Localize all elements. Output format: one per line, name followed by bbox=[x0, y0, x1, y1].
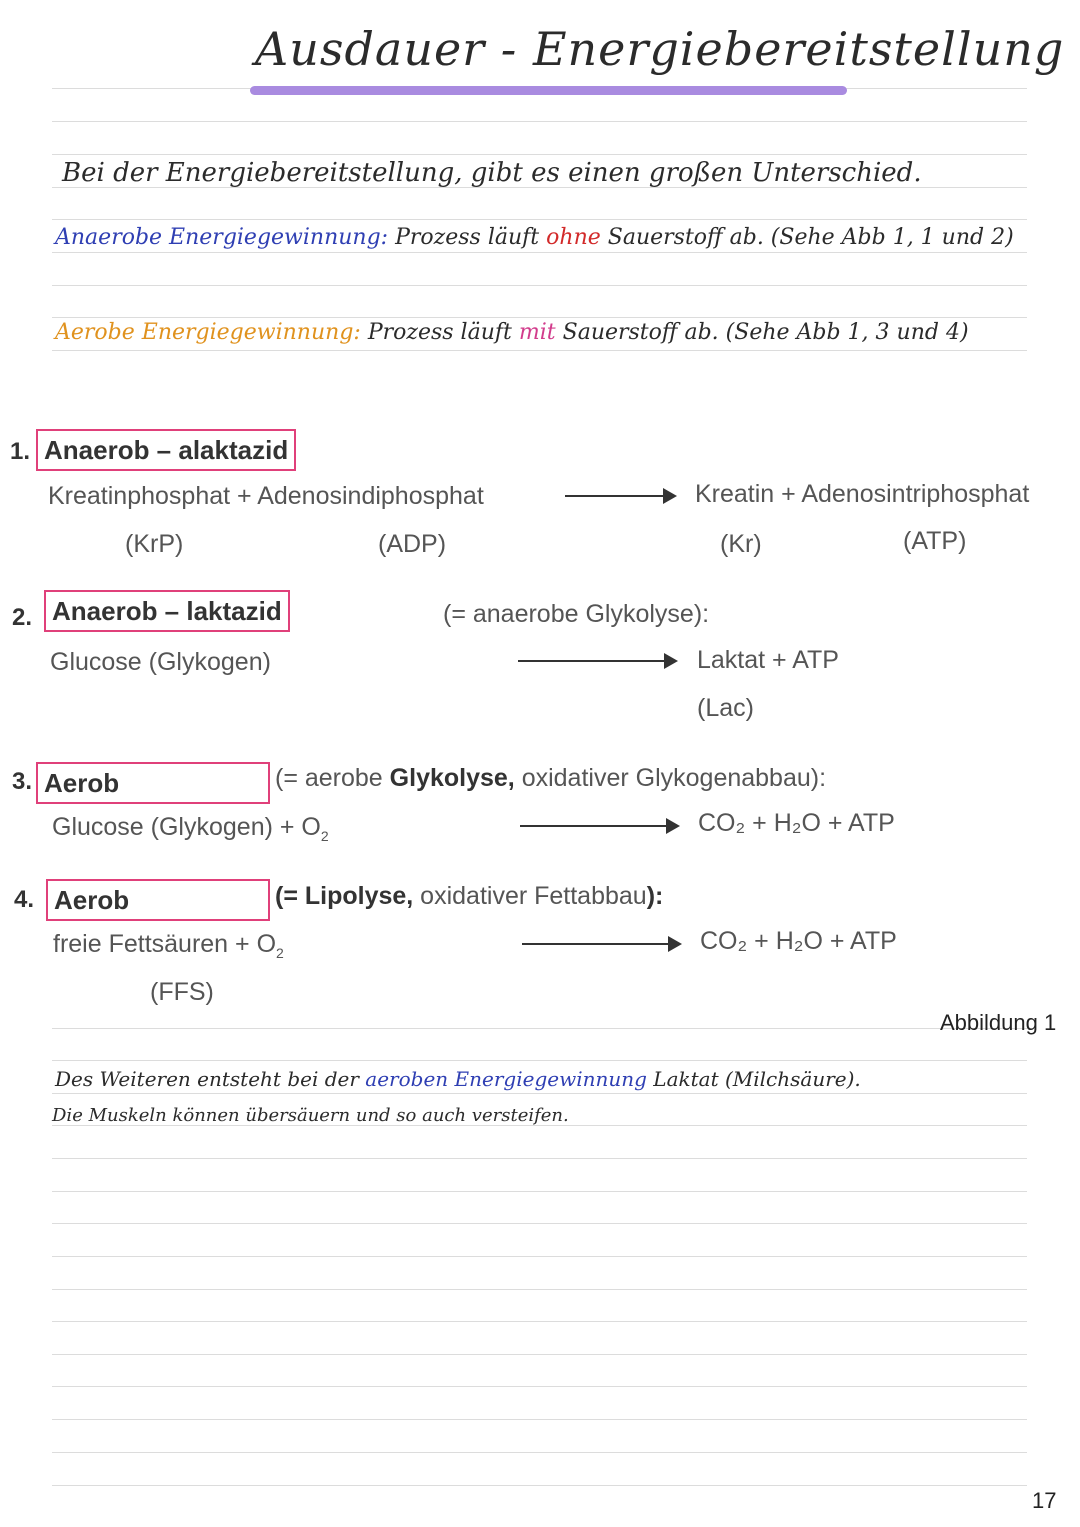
ruled-line bbox=[52, 1256, 1027, 1257]
item-box: Anaerob – alaktazid bbox=[36, 429, 296, 471]
anaerob-note bbox=[55, 225, 1014, 250]
note-bold: ): bbox=[646, 882, 664, 910]
ruled-line bbox=[52, 1485, 1027, 1486]
reaction-left-text: freie Fettsäuren + O bbox=[53, 930, 277, 958]
item-note: (= anaerobe Glykolyse): bbox=[443, 600, 710, 628]
footer-note-line-2: Die Muskeln können übersäuern und so auch versteifen. bbox=[52, 1105, 569, 1126]
reaction-arrow bbox=[565, 495, 675, 497]
abbreviation: (ADP) bbox=[378, 530, 447, 558]
reaction-arrow bbox=[520, 825, 678, 827]
note-bold: (= Lipolyse, bbox=[275, 882, 414, 910]
ruled-line bbox=[52, 1093, 1027, 1094]
subscript: 2 bbox=[320, 828, 329, 844]
ruled-line bbox=[52, 1060, 1027, 1061]
reaction-left bbox=[53, 930, 284, 961]
ruled-line bbox=[52, 219, 1027, 220]
figure-caption: Abbildung 1 bbox=[940, 1010, 1057, 1035]
page-number: 17 bbox=[1032, 1488, 1057, 1513]
reaction-right: Kreatin + Adenosintriphosphat bbox=[695, 480, 1030, 508]
aeroben-highlight: aeroben bbox=[365, 1067, 449, 1091]
note-part: oxidativer Fettabbau bbox=[413, 882, 647, 910]
ruled-line bbox=[52, 1223, 1027, 1224]
reaction-arrow bbox=[522, 943, 680, 945]
ruled-line bbox=[52, 317, 1027, 318]
abbreviation: (Lac) bbox=[697, 694, 754, 722]
reaction-right: Laktat + ATP bbox=[697, 646, 839, 674]
anaerob-text-2: Sauerstoff ab. (Sehe Abb 1, 1 und 2) bbox=[607, 225, 1014, 250]
title-highlight bbox=[250, 86, 847, 95]
ruled-line bbox=[52, 1289, 1027, 1290]
item-box: Aerob bbox=[36, 762, 270, 804]
reaction-right: CO₂ + H₂O + ATP bbox=[698, 809, 895, 837]
reaction-right: CO₂ + H₂O + ATP bbox=[700, 927, 897, 955]
ruled-line bbox=[52, 1191, 1027, 1192]
intro-note: Bei der Energiebereitstellung, gibt es einen großen Unterschied. bbox=[62, 158, 922, 188]
footer-note-line-1 bbox=[55, 1067, 861, 1091]
ruled-line bbox=[52, 1028, 1027, 1029]
item-box: Anaerob – laktazid bbox=[44, 590, 290, 632]
footer-text: Des Weiteren entsteht bei der bbox=[55, 1067, 359, 1091]
ruled-line bbox=[52, 1354, 1027, 1355]
note-part: (= aerobe bbox=[275, 764, 390, 792]
aerob-label: Aerobe Energiegewinnung: bbox=[55, 320, 361, 345]
note-bold: Glykolyse, bbox=[389, 764, 515, 792]
abbreviation: (KrP) bbox=[125, 530, 184, 558]
aerob-note bbox=[55, 320, 969, 345]
ruled-line bbox=[52, 1321, 1027, 1322]
energiegewinnung-label: Energiegewinnung bbox=[454, 1067, 647, 1091]
anaerob-highlight: ohne bbox=[546, 225, 601, 250]
reaction-arrow bbox=[518, 660, 676, 662]
ruled-line bbox=[52, 121, 1027, 122]
ruled-line bbox=[52, 154, 1027, 155]
note-part: oxidativer Glykogenabbau): bbox=[514, 764, 827, 792]
ruled-line bbox=[52, 1158, 1027, 1159]
aerob-text-2: Sauerstoff ab. (Sehe Abb 1, 3 und 4) bbox=[562, 320, 969, 345]
item-note bbox=[275, 764, 826, 793]
item-note bbox=[275, 882, 663, 911]
ruled-line bbox=[52, 350, 1027, 351]
reaction-left bbox=[52, 813, 329, 844]
subscript: 2 bbox=[276, 945, 284, 961]
item-number: 2. bbox=[12, 604, 33, 631]
reaction-left-text: Glucose (Glykogen) + O bbox=[52, 813, 321, 841]
aerob-highlight: mit bbox=[518, 320, 556, 345]
anaerob-text-1: Prozess läuft bbox=[395, 225, 540, 250]
ruled-line bbox=[52, 285, 1027, 286]
abbreviation: (Kr) bbox=[720, 530, 762, 558]
item-number: 1. bbox=[10, 438, 31, 465]
aerob-text-1: Prozess läuft bbox=[367, 320, 512, 345]
page-title: Ausdauer - Energiebereitstellung bbox=[255, 22, 1065, 76]
ruled-line bbox=[52, 1386, 1027, 1387]
ruled-line bbox=[52, 1452, 1027, 1453]
reaction-left: Glucose (Glykogen) bbox=[50, 648, 271, 676]
item-number: 3. bbox=[12, 768, 33, 795]
abbreviation: (ATP) bbox=[903, 527, 967, 555]
item-box: Aerob bbox=[46, 879, 270, 921]
footer-text: Laktat (Milchsäure). bbox=[653, 1067, 861, 1091]
anaerob-label: Anaerobe Energiegewinnung: bbox=[55, 225, 389, 250]
item-number: 4. bbox=[14, 886, 35, 913]
reaction-left: Kreatinphosphat + Adenosindiphosphat bbox=[48, 482, 484, 510]
abbreviation: (FFS) bbox=[150, 978, 214, 1006]
ruled-line bbox=[52, 252, 1027, 253]
ruled-line bbox=[52, 1419, 1027, 1420]
